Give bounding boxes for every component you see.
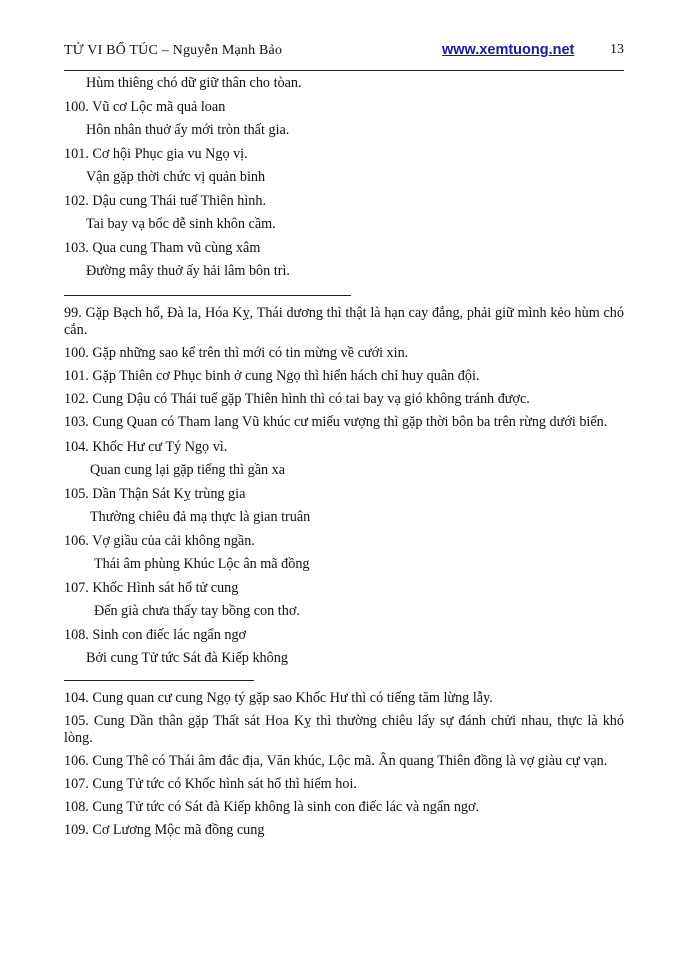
section-divider bbox=[64, 295, 351, 296]
verse-line: 103. Qua cung Tham vũ cùng xâm bbox=[64, 239, 261, 256]
verse-line: 101. Cơ hội Phục gia vu Ngọ vị. bbox=[64, 145, 248, 162]
verse-line: Đến già chưa thấy tay bồng con thơ. bbox=[94, 603, 300, 619]
verse-line: 104. Khốc Hư cư Tý Ngọ vì. bbox=[64, 438, 228, 455]
verse-line: Quan cung lại gặp tiếng thì gần xa bbox=[90, 462, 286, 478]
verse-line: Đường mây thuở ấy hải lâm bôn trì. bbox=[86, 263, 290, 279]
verse-line: 105. Dần Thận Sát Kỵ trùng gia bbox=[64, 485, 246, 502]
page-header bbox=[64, 40, 624, 71]
note-paragraph: 104. Cung quan cư cung Ngọ tý gặp sao Khốc Hư thì có tiếng tăm lừng lẫy. bbox=[64, 690, 493, 706]
verse-line: Hùm thiêng chó dữ giữ thân cho tòan. bbox=[86, 75, 302, 91]
verse-line: Tai bay vạ bốc dễ sinh khôn cầm. bbox=[86, 216, 276, 232]
verse-line: 108. Sinh con điếc lác ngẩn ngơ bbox=[64, 626, 247, 643]
verse-line: Vận gặp thời chức vị quản binh bbox=[86, 169, 266, 185]
verse-line: Thường chiêu đả mạ thực là gian truân bbox=[90, 509, 311, 525]
website-link[interactable]: www.xemtuong.net bbox=[442, 42, 575, 58]
note-paragraph: 105. Cung Dần thân gặp Thất sát Hoa Kỵ thì thường chiêu lấy sự đánh chửi nhau, thực là khó lòng. bbox=[64, 713, 624, 746]
document-title: TỬ VI BỔ TÚC – Nguyễn Mạnh Bảo bbox=[64, 43, 283, 58]
verse-line: Thái âm phùng Khúc Lộc ân mã đồng bbox=[94, 556, 310, 572]
note-paragraph: 102. Cung Dậu có Thái tuế gặp Thiên hình thì có tai bay vạ gió không tránh được. bbox=[64, 390, 530, 407]
note-paragraph: 100. Gặp những sao kể trên thì mới có tin mừng về cưới xin. bbox=[64, 344, 409, 361]
note-paragraph: 106. Cung Thê có Thái âm đắc địa, Văn khúc, Lộc mã. Ân quang Thiên đồng là vợ giàu cự vạn. bbox=[64, 752, 608, 769]
note-paragraph: 108. Cung Tử tức có Sát đà Kiếp không là sinh con điếc lác và ngẩn ngơ. bbox=[64, 798, 480, 815]
verse-line: Hôn nhân thuở ấy mới tròn thất gia. bbox=[86, 122, 290, 138]
note-paragraph: 107. Cung Tử tức có Khốc hình sát hổ thì hiếm hoi. bbox=[64, 775, 357, 792]
notes-block-2 bbox=[64, 690, 624, 838]
note-paragraph: 109. Cơ Lương Mộc mã đồng cung bbox=[64, 821, 265, 838]
page-number: 13 bbox=[610, 42, 624, 57]
note-paragraph: 103. Cung Quan có Tham lang Vũ khúc cư miếu vượng thì gặp thời bôn ba trên rừng dưới biển. bbox=[64, 413, 608, 430]
verse-line: 107. Khốc Hình sát hổ tử cung bbox=[64, 579, 239, 596]
note-paragraph: 99. Gặp Bạch hổ, Đà la, Hóa Kỵ, Thái dương thì thật là hạn cay đắng, phải giữ mình kẻo hùm chó cắn. bbox=[64, 305, 624, 338]
section-divider bbox=[64, 680, 254, 681]
verse-line: 106. Vợ giầu của cải không ngần. bbox=[64, 532, 255, 549]
page-content bbox=[64, 73, 624, 845]
notes-block-1 bbox=[64, 305, 624, 430]
verse-block-1 bbox=[64, 73, 624, 281]
verse-block-2 bbox=[64, 437, 624, 669]
verse-line: 102. Dậu cung Thái tuế Thiên hình. bbox=[64, 192, 267, 209]
verse-line: Bởi cung Tử tức Sát đà Kiếp không bbox=[86, 650, 288, 666]
note-paragraph: 101. Gặp Thiên cơ Phục binh ở cung Ngọ thì hiển hách chỉ huy quân đội. bbox=[64, 367, 480, 384]
verse-line: 100. Vũ cơ Lộc mã quả loan bbox=[64, 98, 226, 115]
